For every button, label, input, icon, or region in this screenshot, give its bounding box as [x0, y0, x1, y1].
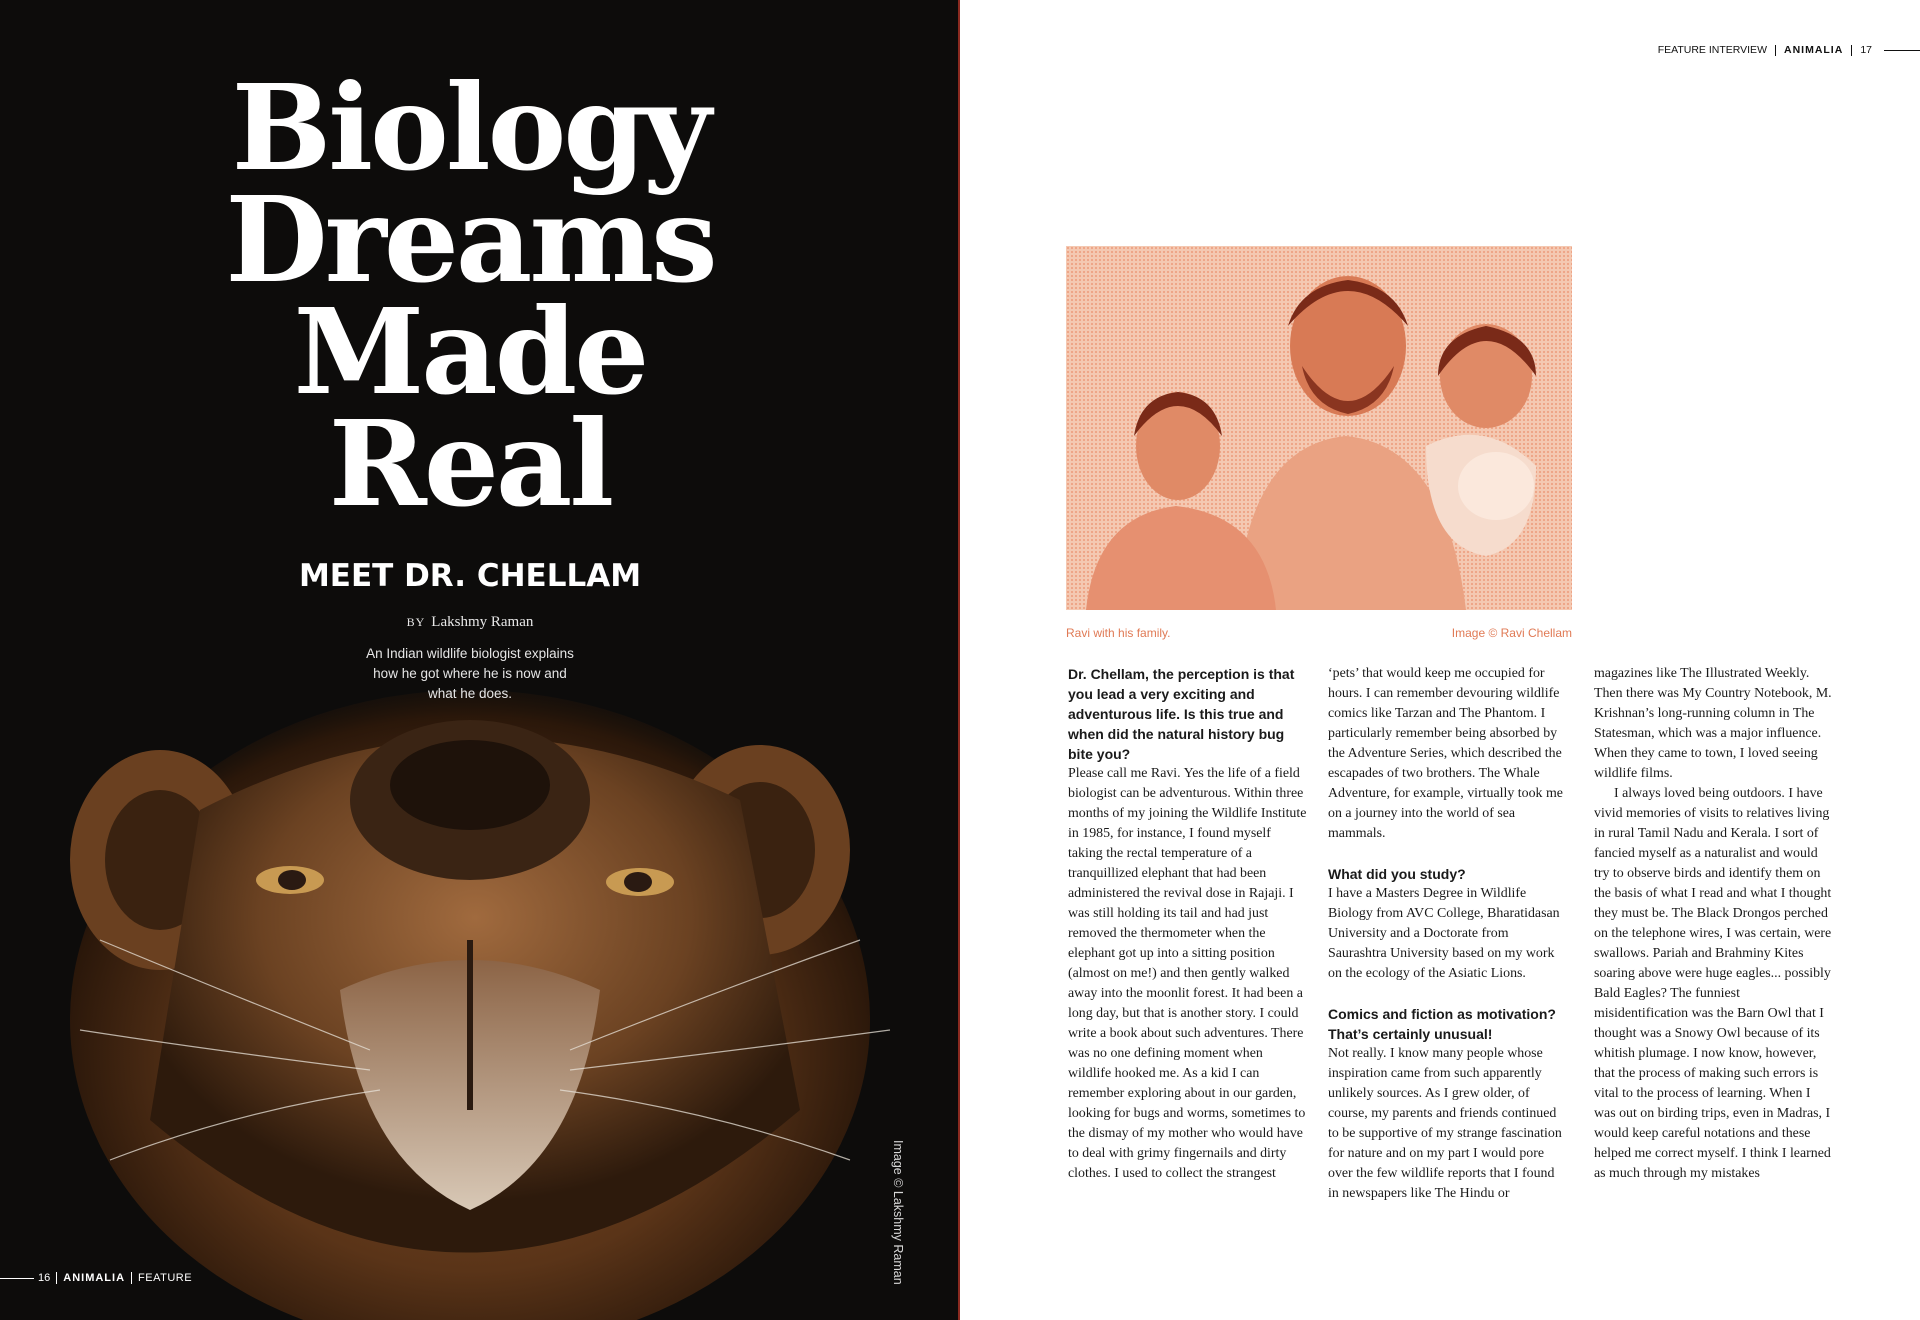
interview-question: Comics and fiction as motivation? That’s certainly unusual! — [1328, 1006, 1556, 1042]
interview-answer: ‘pets’ that would keep me occupied for hours. I can remember devouring wildlife comics like Tarzan and The Phantom. I particularly remember being absorbed by the Adventure Series, which described the escapades of two brothers. The Whale Adventure, for example, virtually took me on a journey into the world of sea mammals. — [1328, 666, 1563, 841]
interview-answer: magazines like The Illustrated Weekly. Then there was My Country Notebook, M. Krishnan’s long-running column in The Statesman, which was a major influence. When they came to town, I loved seeing wildlife films. — [1594, 666, 1832, 781]
right-page — [962, 0, 1920, 1320]
running-head-divider — [1775, 45, 1776, 56]
byline-author: Lakshmy Raman — [431, 614, 534, 630]
running-head — [1658, 44, 1920, 56]
interview-question: Dr. Chellam, the perception is that you lead a very exciting and adventurous life. Is this true and when did the natural history bug bite you? — [1068, 666, 1295, 762]
family-photo — [1066, 246, 1572, 610]
running-head-rule — [1884, 50, 1920, 51]
headline-line: Biology — [231, 58, 709, 197]
running-head-page: 17 — [1860, 44, 1872, 56]
headline-line: Made — [293, 282, 647, 421]
page-number: 16 — [38, 1272, 57, 1284]
running-head-magazine: ANIMALIA — [1783, 44, 1844, 56]
family-photo-credit: Image © Ravi Chellam — [1451, 626, 1572, 640]
folio-rule — [0, 1278, 34, 1279]
byline-by: BY — [406, 615, 426, 629]
section-name: FEATURE — [138, 1272, 193, 1284]
byline — [0, 614, 940, 631]
headline — [0, 58, 940, 533]
headline-line: Real — [328, 394, 612, 533]
lion-photo-credit: Image © Lakshmy Raman — [891, 1140, 905, 1285]
folio-left — [0, 1268, 192, 1288]
interview-answer: Not really. I know many people whose inspiration came from such apparently unlikely sources. As I grew older, of course, my parents and friends continued to be supportive of my strange fascination for nature and on my part I would pore over the few wildlife reports that I found in newspapers like The Hindu or — [1328, 1046, 1562, 1201]
headline-line: Dreams — [225, 170, 715, 309]
photo-caption: Ravi with his family. — [1066, 626, 1171, 640]
subhead: MEET DR. CHELLAM — [298, 558, 642, 594]
interview-question: What did you study? — [1328, 866, 1466, 882]
running-head-divider — [1851, 45, 1852, 56]
article-column-3 — [1594, 664, 1834, 1184]
article-column-1 — [1068, 664, 1308, 1184]
interview-answer: I have a Masters Degree in Wildlife Biology from AVC College, Bharatidasan University and a Doctorate from Saurashtra University based on my work on the ecology of the Asiatic Lions. — [1328, 886, 1560, 981]
magazine-name: ANIMALIA — [63, 1272, 132, 1284]
interview-answer: Please call me Ravi. Yes the life of a field biologist can be adventurous. Within three months of my joining the Wildlife Institute in 1985, for instance, I found myself taking the rectal temperature of a tranquillized elephant that had been administered the revival dose in Rajaji. I was still holding its tail and had just removed the thermometer when the elephant got up into a sitting position (almost on me!) and then gently walked away into the moonlit forest. It had been a long day, but that is another story. I could write a book about such adventures. There was no one defining moment when wildlife hooked me. As a kid I can remember exploring about in our garden, looking for bugs and worms, sometimes to the dismay of my mother who would have to deal with grimy fingernails and dirty clothes. I used to collect the strangest — [1068, 766, 1307, 1181]
lion-photo — [40, 690, 920, 1320]
interview-answer: I always loved being outdoors. I have vivid memories of visits to relatives living in rural Tamil Nadu and Kerala. I sort of fancied myself as a naturalist and would try to observe birds and identify them on the basis of what I read and what I thought they must be. The Black Drongos perched on the telephone wires, I was certain, were swallows. Pariah and Brahminy Kites soaring above were huge eagles... possibly Bald Eagles? The funniest misidentification was the Barn Owl that I thought was a Snowy Owl because of its whitish plumage. I now know, however, that the process of making such errors is vital to the process of learning. When I was out on birding trips, even in Madras, I would keep careful notations and these helped me correct myself. I think I learned as much through my mistakes — [1594, 786, 1832, 1181]
running-head-section: FEATURE INTERVIEW — [1657, 44, 1767, 56]
standfirst: An Indian wildlife biologist explains how he got where he is now and what he does. — [366, 646, 574, 701]
article-column-2 — [1328, 664, 1568, 1204]
